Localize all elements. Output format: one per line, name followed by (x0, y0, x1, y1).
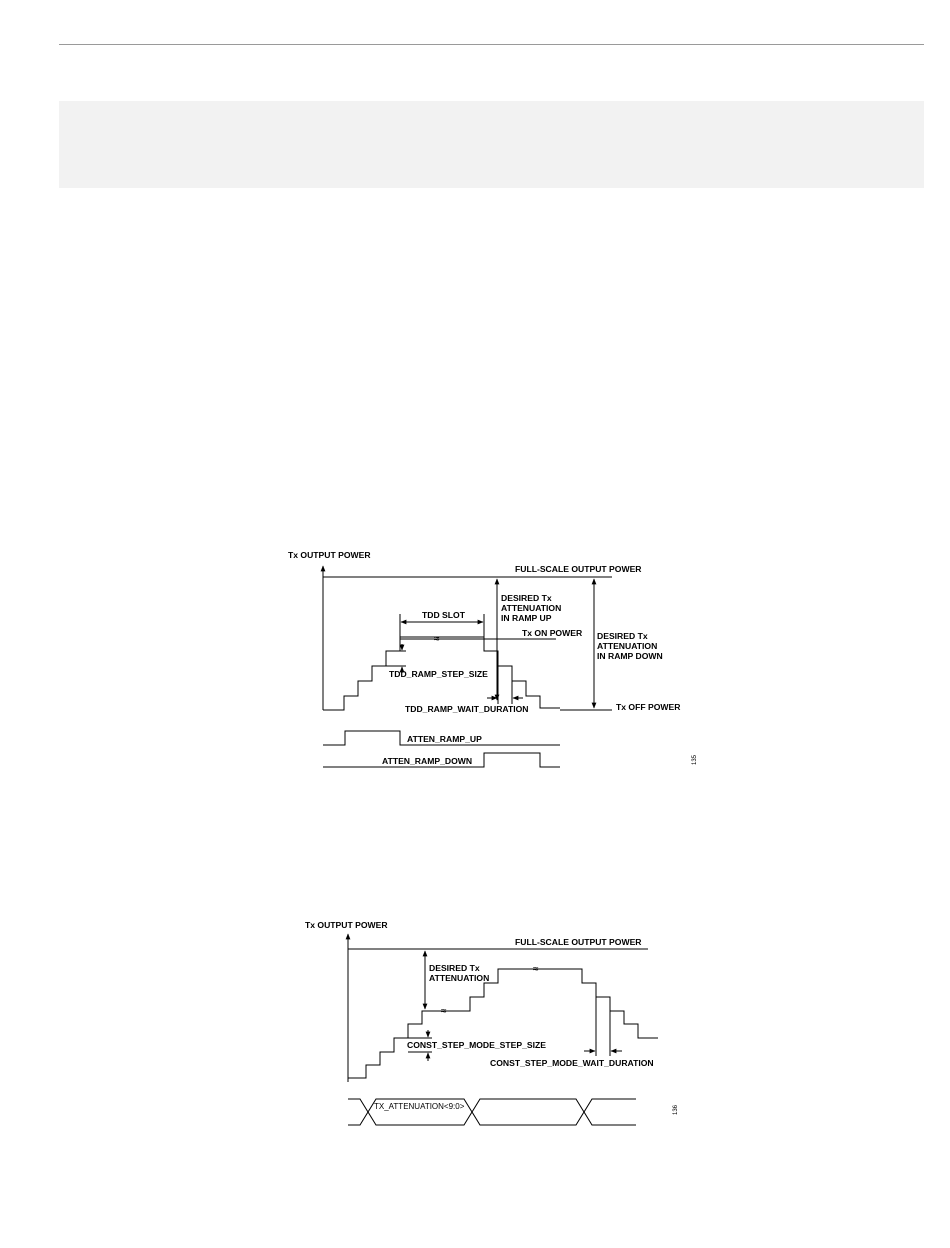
figure-number: 135 (692, 754, 698, 765)
atten-ramp-up-label: ATTEN_RAMP_UP (407, 734, 482, 744)
wait-duration-label: TDD_RAMP_WAIT_DURATION (405, 704, 529, 714)
step-size-label: CONST_STEP_MODE_STEP_SIZE (407, 1040, 546, 1050)
bus-signal-label: TX_ATTENUATION<9:0> (374, 1102, 465, 1111)
desired-down-label-2: ATTENUATION (597, 641, 658, 651)
desired-up-label-2: ATTENUATION (501, 603, 562, 613)
break-mark: ≈ (434, 634, 440, 645)
tx-off-power-label: Tx OFF POWER (616, 702, 681, 712)
desired-up-label-3: IN RAMP UP (501, 613, 552, 623)
desired-up-label-1: DESIRED Tx (501, 593, 552, 603)
desired-attn-label-2: ATTENUATION (429, 973, 490, 983)
desired-attn-label-1: DESIRED Tx (429, 963, 480, 973)
figure-number: 136 (673, 1104, 679, 1115)
desired-down-label-1: DESIRED Tx (597, 631, 648, 641)
atten-ramp-down-label: ATTEN_RAMP_DOWN (382, 756, 473, 766)
y-axis-label: Tx OUTPUT POWER (305, 920, 388, 930)
break-mark-2: ≈ (533, 964, 539, 975)
tx-on-power-label: Tx ON POWER (522, 628, 583, 638)
break-mark-1: ≈ (441, 1006, 447, 1017)
bus-signal-bottom (348, 1112, 636, 1125)
y-axis-label: Tx OUTPUT POWER (288, 550, 371, 560)
step-size-label: TDD_RAMP_STEP_SIZE (389, 669, 488, 679)
desired-down-label-3: IN RAMP DOWN (597, 651, 663, 661)
tdd-slot-label: TDD SLOT (422, 610, 465, 620)
full-scale-label: FULL-SCALE OUTPUT POWER (515, 564, 642, 574)
full-scale-label: FULL-SCALE OUTPUT POWER (515, 937, 642, 947)
wait-duration-label: CONST_STEP_MODE_WAIT_DURATION (490, 1058, 654, 1068)
